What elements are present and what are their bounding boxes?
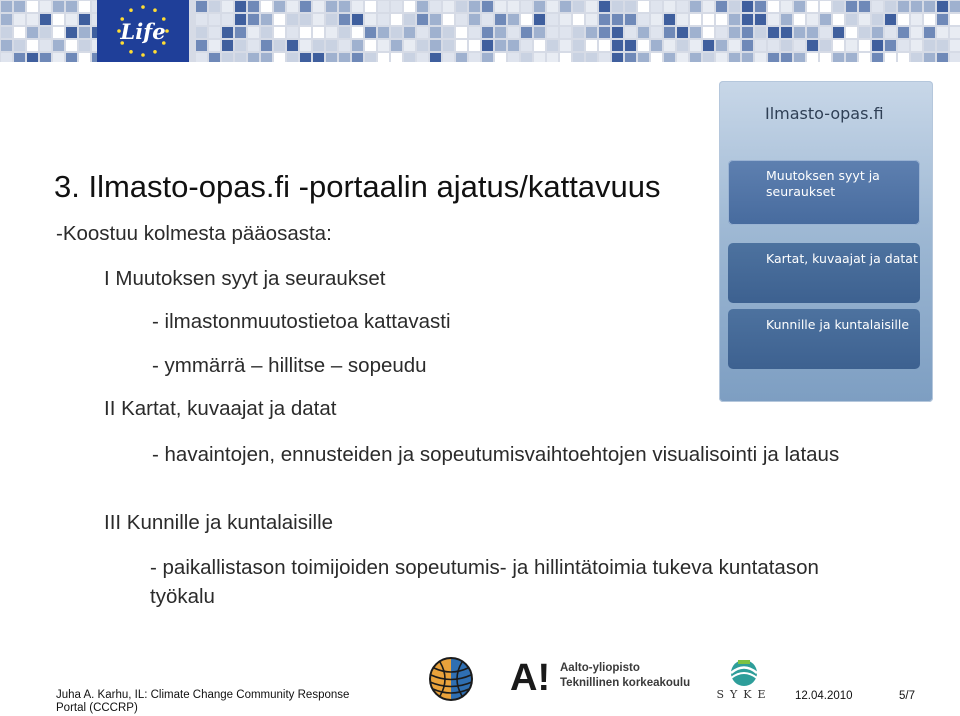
section-heading-1: I Muutoksen syyt ja seuraukset <box>104 267 386 290</box>
footer-page-number: 5/7 <box>899 690 915 702</box>
intro-text: -Koostuu kolmesta pääosasta: <box>56 222 332 245</box>
syke-emblem-icon <box>714 658 774 688</box>
syke-text: SYKE <box>716 688 772 701</box>
aalto-subtitle: Teknillinen korkeakoulu <box>560 677 691 689</box>
life-logo <box>97 0 189 62</box>
section-2-bullet-1: - havaintojen, ennusteiden ja sopeutumisvaihtoehtojen visualisointi ja lataus <box>152 443 840 466</box>
portal-diagram <box>719 81 933 402</box>
portal-box-causes: Muutoksen syyt ja seuraukset <box>728 160 920 225</box>
aalto-logo <box>510 658 700 698</box>
section-3-bullet-1: - paikallistason toimijoiden sopeutumis- ja hillintätoimia tukeva kuntatason työkalu <box>150 556 819 608</box>
section-1-bullet-1: - ilmastonmuutostietoa kattavasti <box>152 310 451 333</box>
syke-logo <box>714 658 774 704</box>
header-banner <box>0 0 960 62</box>
aalto-mark: A! <box>510 657 551 699</box>
globe-logo-icon <box>428 656 474 702</box>
portal-box-municipalities: Kunnille ja kuntalaisille <box>728 309 920 369</box>
aalto-name: Aalto-yliopisto <box>560 662 640 674</box>
portal-box-maps: Kartat, kuvaajat ja datat <box>728 243 920 303</box>
section-1-bullet-2: - ymmärrä – hillitse – sopeudu <box>152 354 427 377</box>
section-heading-3: III Kunnille ja kuntalaisille <box>104 511 334 534</box>
page-title: 3. Ilmasto-opas.fi -portaalin ajatus/kattavuus <box>54 169 661 204</box>
footer-date: 12.04.2010 <box>795 690 853 702</box>
life-logo-text: Life <box>120 18 166 44</box>
footer-author: Juha A. Karhu, IL: Climate Change Community Response Portal (CCCRP) <box>56 689 350 714</box>
portal-title: Ilmasto-opas.fi <box>765 104 884 123</box>
section-heading-2: II Kartat, kuvaajat ja datat <box>104 397 337 420</box>
